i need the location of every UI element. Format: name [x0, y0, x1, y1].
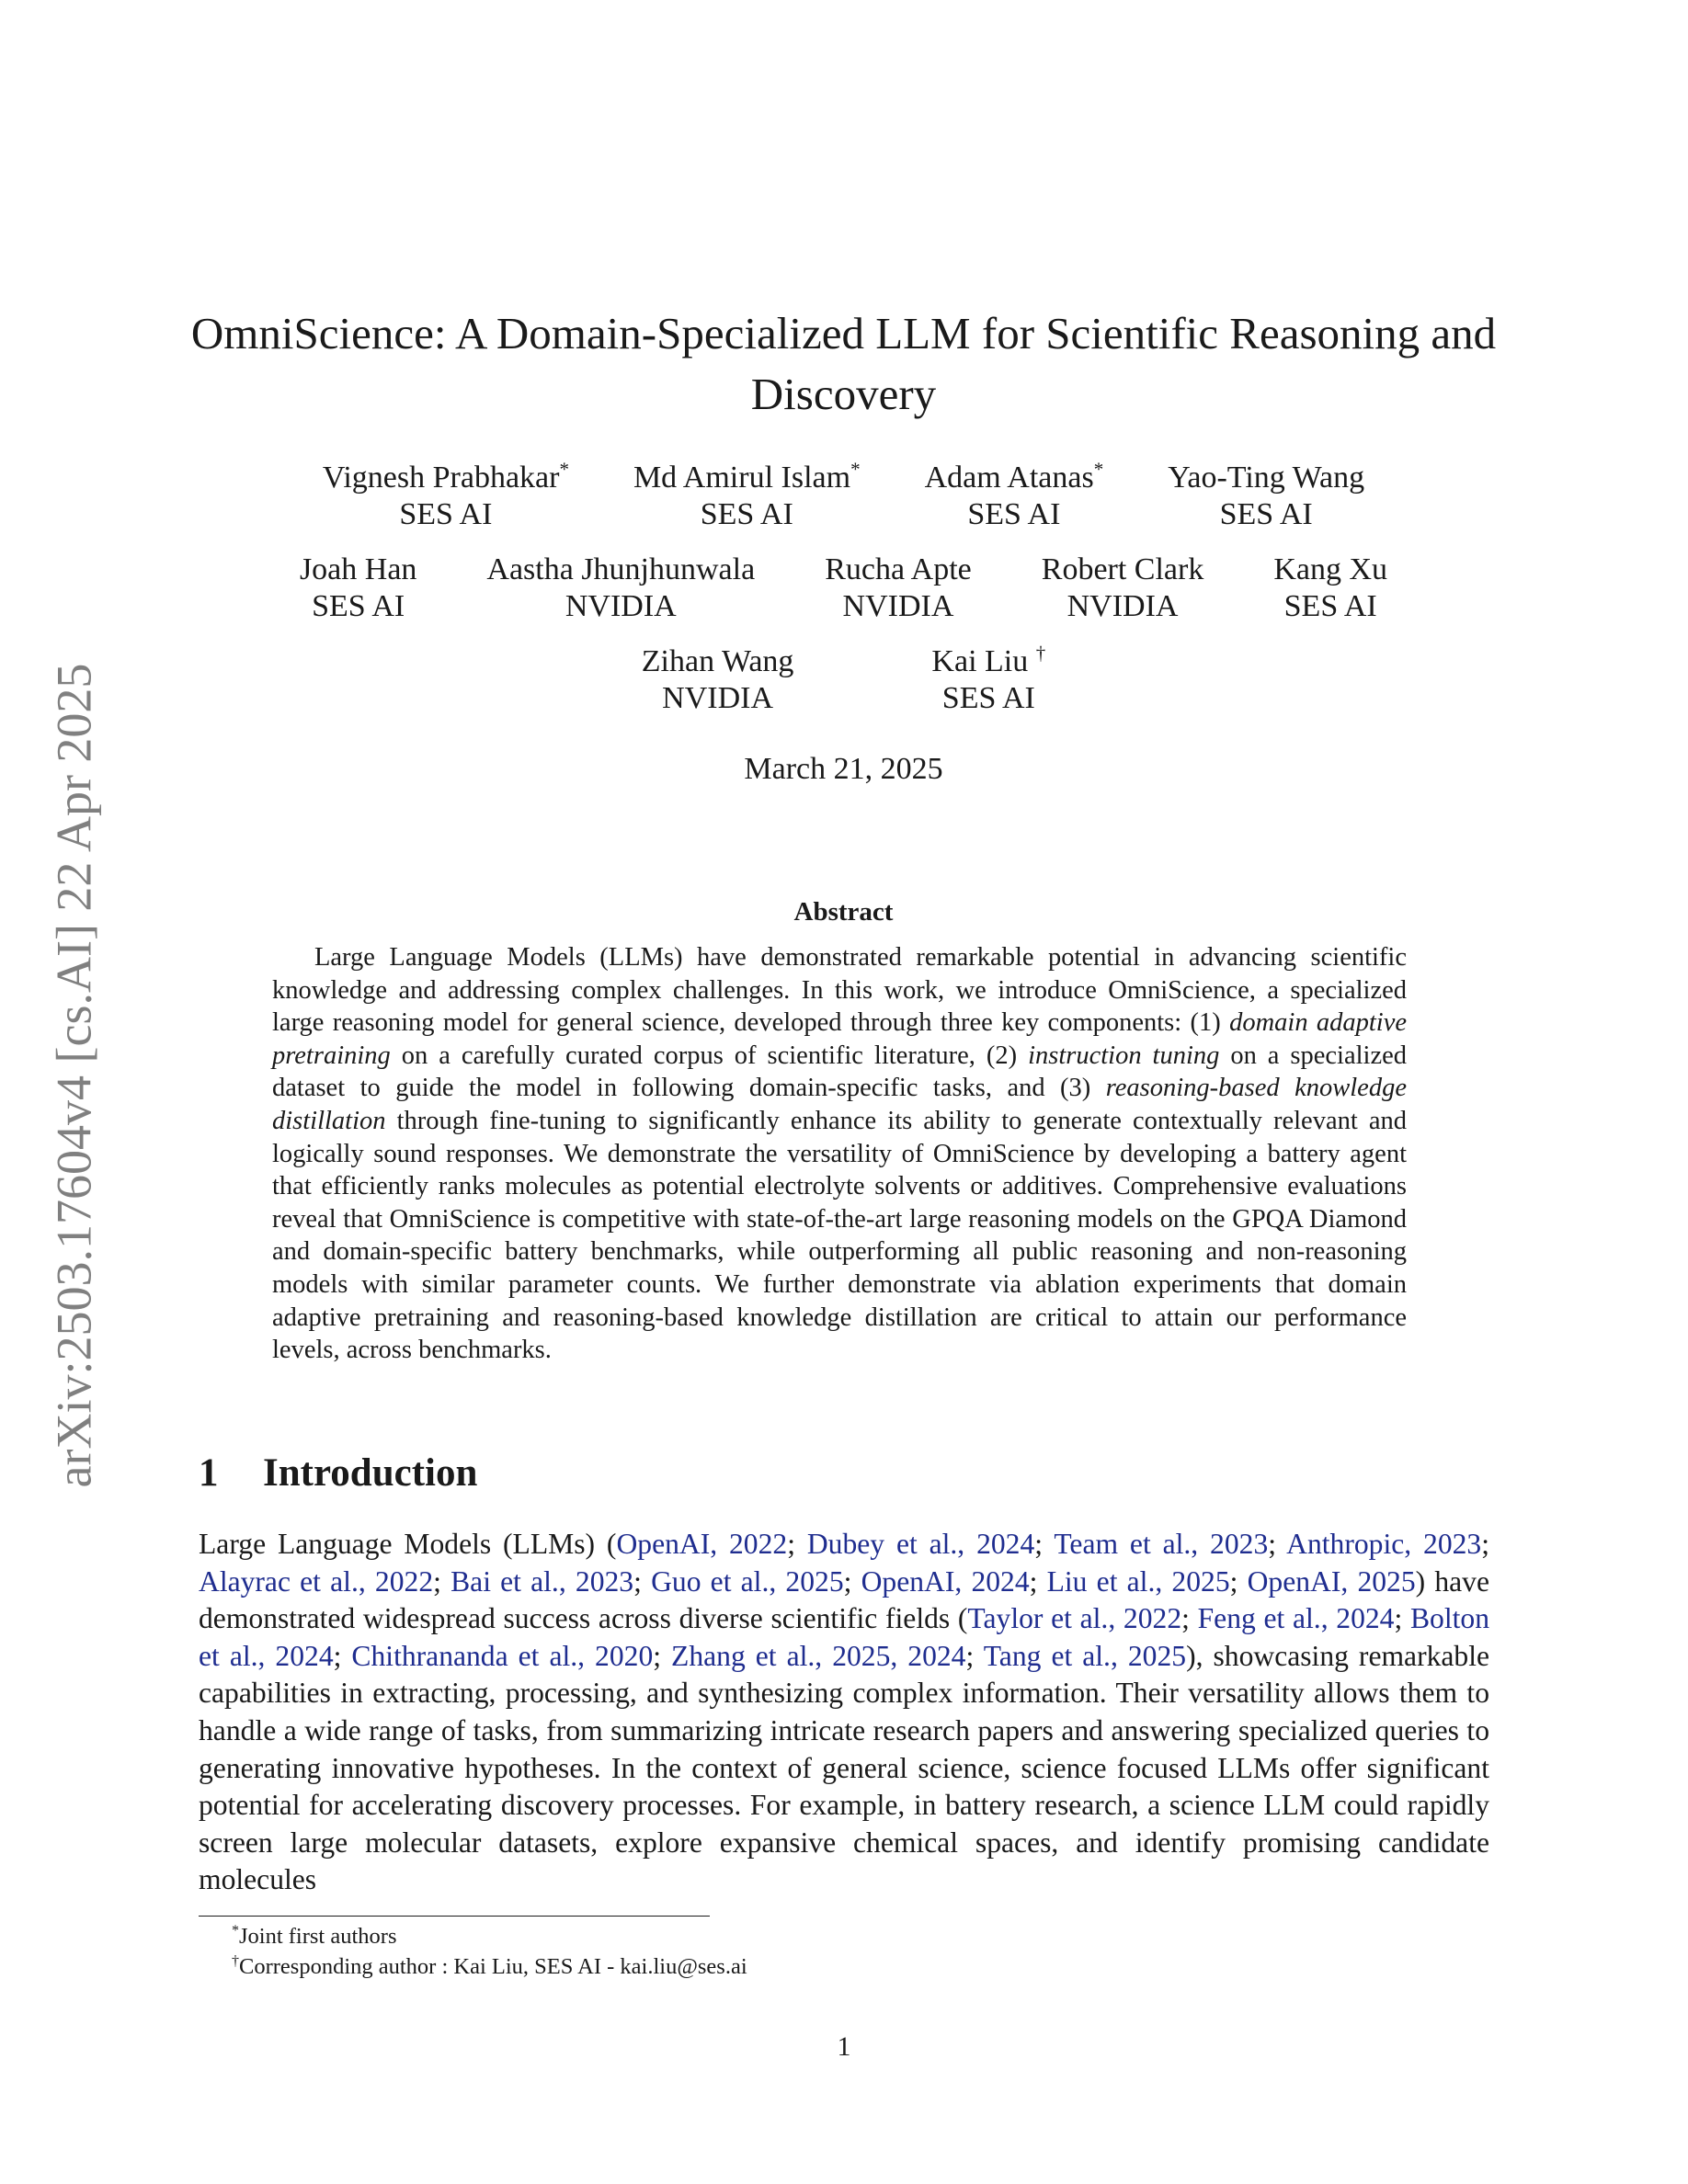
section-heading-introduction: [199, 1450, 477, 1496]
author-affiliation: NVIDIA: [1066, 589, 1179, 623]
citation-separator: ;: [965, 1639, 984, 1672]
author-name: Kai Liu: [931, 644, 1029, 678]
citation-separator: ;: [653, 1639, 672, 1672]
author-affiliation: SES AI: [312, 589, 405, 623]
footnote-text: Corresponding author : Kai Liu, SES AI - kai.liu@ses.ai: [239, 1954, 747, 1979]
citation-separator: ;: [843, 1564, 861, 1598]
abstract-emphasis: reasoning-based knowledge distillation: [272, 1074, 1407, 1135]
citation-link[interactable]: Bolton et al., 2024: [199, 1602, 1489, 1672]
citation-link[interactable]: Tang et al., 2025: [983, 1639, 1187, 1672]
author-block: [1273, 552, 1387, 625]
citation-separator: ;: [333, 1639, 352, 1672]
author-mark: *: [1093, 458, 1104, 481]
citation-link[interactable]: OpenAI, 2022: [616, 1528, 788, 1560]
citation-link[interactable]: OpenAI, 2024: [861, 1564, 1030, 1598]
citation-link[interactable]: Bai et al., 2023: [451, 1564, 634, 1598]
author-name: Md Amirul Islam: [633, 461, 851, 495]
author-affiliation: SES AI: [1283, 589, 1377, 623]
author-block: [931, 643, 1045, 717]
author-name: Aastha Jhunjhunwala: [486, 552, 756, 586]
abstract-body: [272, 941, 1407, 1367]
author-block: [825, 552, 972, 625]
author-row-3: [165, 643, 1522, 717]
author-affiliation: SES AI: [700, 497, 793, 531]
citation-separator: ;: [1268, 1528, 1287, 1560]
body-text: ) have demonstrated widespread success across diverse scientific fields (: [199, 1564, 1489, 1635]
author-name: Zihan Wang: [641, 644, 794, 678]
citation-separator: ;: [1029, 1564, 1047, 1598]
citation-separator: ;: [633, 1564, 652, 1598]
footnote-joint-first: [232, 1921, 747, 1951]
citation-separator: ;: [1034, 1528, 1055, 1560]
author-name: Rucha Apte: [825, 552, 972, 586]
footnote-mark: *: [232, 1922, 239, 1939]
citation-link[interactable]: Guo et al., 2025: [651, 1564, 844, 1598]
citation-separator: ;: [1481, 1528, 1489, 1560]
author-name: Adam Atanas: [924, 461, 1094, 495]
footnote-mark: †: [232, 1952, 239, 1969]
introduction-body: [199, 1526, 1489, 1899]
citation-link[interactable]: Zhang et al., 2025, 2024: [671, 1639, 966, 1672]
arxiv-identifier-text: arXiv:2503.17604v4 [cs.AI] 22 Apr 2025: [46, 663, 102, 1488]
author-affiliation: SES AI: [941, 681, 1035, 715]
section-title: Introduction: [263, 1451, 478, 1495]
footnotes: [232, 1921, 747, 1982]
citation-separator: ;: [1181, 1602, 1198, 1635]
author-affiliation: SES AI: [1219, 497, 1313, 531]
footnote-divider: [199, 1916, 710, 1917]
page-number: 1: [837, 2031, 851, 2062]
author-affiliation: NVIDIA: [842, 589, 954, 623]
author-block: [1168, 460, 1364, 533]
author-affiliation: SES AI: [399, 497, 493, 531]
author-name: Kang Xu: [1273, 552, 1388, 586]
paper-date: March 21, 2025: [744, 752, 943, 786]
abstract-emphasis: instruction tuning: [1028, 1041, 1220, 1070]
author-row-1: [165, 460, 1522, 533]
abstract-text: on a carefully curated corpus of scientific literature, (2): [390, 1041, 1029, 1070]
section-number: 1: [199, 1451, 219, 1495]
author-block: [925, 460, 1104, 533]
author-block: [323, 460, 569, 533]
author-mark: *: [850, 458, 861, 481]
body-text: ), showcasing remarkable capabilities in extracting, processing, and synthesizing complex information. Their versatility allows them to handle a wide range of tasks, from summarizing intricate research papers and answering specialized queries to generating innovative hypotheses. In the context of general science, science focused LLMs offer significant potential for accelerating discovery processes. For example, in battery research, a science LLM could rapidly screen large molecular datasets, explore expansive chemical spaces, and identify promising candidate molecules: [199, 1639, 1490, 1896]
abstract-text: Large Language Models (LLMs) have demonstrated remarkable potential in advancing scientific knowledge and addressing complex challenges. In this work, we introduce OmniScience, a specialized large reasoning model for general science, developed through three key components: (1): [272, 943, 1407, 1038]
abstract-heading: Abstract: [793, 897, 894, 927]
author-block: [1042, 552, 1204, 625]
citation-link[interactable]: Team et al., 2023: [1054, 1528, 1269, 1560]
citation-link[interactable]: Alayrac et al., 2022: [199, 1564, 434, 1598]
footnote-text: Joint first authors: [239, 1924, 397, 1949]
author-block: [300, 552, 416, 625]
citation-separator: ;: [1394, 1602, 1410, 1635]
citation-separator: ;: [787, 1528, 807, 1560]
author-mark: *: [559, 458, 569, 481]
citation-link[interactable]: Chithrananda et al., 2020: [351, 1639, 654, 1672]
author-affiliation: NVIDIA: [662, 681, 774, 715]
author-affiliation: SES AI: [967, 497, 1061, 531]
author-block: [486, 552, 755, 625]
citation-link[interactable]: Taylor et al., 2022: [967, 1602, 1182, 1635]
footnote-corresponding: [232, 1951, 747, 1982]
paper-title: OmniScience: A Domain-Specialized LLM for Scientific Reasoning and Discovery: [190, 308, 1497, 419]
citation-link[interactable]: Liu et al., 2025: [1046, 1564, 1230, 1598]
author-block: [642, 643, 794, 717]
author-affiliation: NVIDIA: [565, 589, 677, 623]
author-name: Robert Clark: [1041, 552, 1204, 586]
author-mark: †: [1035, 642, 1046, 665]
author-name: Joah Han: [299, 552, 417, 586]
arxiv-identifier: [44, 597, 103, 1553]
citation-link[interactable]: Anthropic, 2023: [1286, 1528, 1482, 1560]
abstract-text: through fine-tuning to significantly enhance its ability to generate contextually relevant and logically sound responses. We demonstrate the versatility of OmniScience by developing a battery agent that efficiently ranks molecules as potential electrolyte solvents or additives. Comprehensive evaluations reveal that OmniScience is competitive with state-of-the-art large reasoning models on the GPQA Diamond and domain-specific battery benchmarks, while outperforming all public reasoning and non-reasoning models with similar parameter counts. We further demonstrate via ablation experiments that domain adaptive pretraining and reasoning-based knowledge distillation are critical to attain our performance levels, across benchmarks.: [272, 1106, 1407, 1365]
author-row-2: [165, 552, 1522, 625]
author-name: Yao-Ting Wang: [1168, 461, 1365, 495]
citation-link[interactable]: Dubey et al., 2024: [806, 1528, 1035, 1560]
citation-separator: ;: [433, 1564, 451, 1598]
abstract-text: on a specialized dataset to guide the model in following domain-specific tasks, and (3): [272, 1041, 1408, 1103]
abstract-emphasis: domain adaptive pretraining: [272, 1008, 1408, 1070]
citation-link[interactable]: Feng et al., 2024: [1197, 1602, 1395, 1635]
citation-separator: ;: [1229, 1564, 1248, 1598]
body-text: Large Language Models (LLMs) (: [199, 1528, 617, 1560]
author-name: Vignesh Prabhakar: [322, 461, 560, 495]
author-block: [633, 460, 861, 533]
citation-link[interactable]: OpenAI, 2025: [1247, 1564, 1416, 1598]
